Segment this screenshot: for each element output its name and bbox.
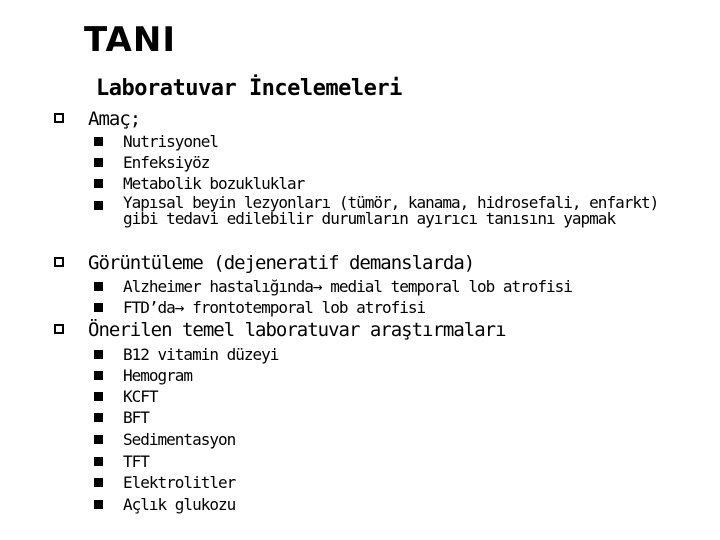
hollow-square-bullet-icon [54, 113, 64, 123]
filled-square-bullet-icon [94, 500, 103, 509]
section-label: Önerilen temel laboratuvar araştırmaları [88, 319, 506, 341]
filled-square-bullet-icon [94, 137, 103, 146]
filled-square-bullet-icon [94, 201, 103, 210]
slide-title: TANI [84, 20, 176, 60]
filled-square-bullet-icon [94, 179, 103, 188]
filled-square-bullet-icon [94, 303, 103, 312]
filled-square-bullet-icon [94, 457, 103, 466]
list-item-text: Sedimentasyon [123, 430, 236, 449]
list-item-text: KCFT [123, 387, 158, 406]
filled-square-bullet-icon [94, 478, 103, 487]
list-item-text: TFT [123, 452, 149, 471]
hollow-square-bullet-icon [54, 324, 64, 334]
slide-subtitle: Laboratuvar İncelemeleri [96, 76, 402, 101]
list-item-text: BFT [123, 408, 149, 427]
list-item-text: Yapısal beyin lezyonları (tümör, kanama, hidrosefali, enfarkt) gibi tedavi edilebilir durumların ayırıcı tanısını yapmak [123, 193, 659, 228]
list-item-text: FTD’da→ frontotemporal lob atrofisi [123, 298, 426, 317]
hollow-square-bullet-icon [54, 257, 64, 267]
filled-square-bullet-icon [94, 350, 103, 359]
section-label: Görüntüleme (dejeneratif demanslarda) [88, 252, 475, 274]
list-item-text: Enfeksiyöz [123, 153, 210, 172]
filled-square-bullet-icon [94, 413, 103, 422]
filled-square-bullet-icon [94, 371, 103, 380]
list-item-text: Metabolik bozukluklar [123, 174, 305, 193]
list-item-text: B12 vitamin düzeyi [123, 345, 279, 364]
section-label: Amaç; [88, 108, 141, 130]
filled-square-bullet-icon [94, 158, 103, 167]
list-item-text: Hemogram [123, 366, 193, 385]
filled-square-bullet-icon [94, 392, 103, 401]
list-item-text: Alzheimer hastalığında→ medial temporal lob atrofisi [123, 277, 572, 296]
filled-square-bullet-icon [94, 282, 103, 291]
filled-square-bullet-icon [94, 435, 103, 444]
list-item-text: Elektrolitler [123, 473, 236, 492]
list-item-text: Açlık glukozu [123, 495, 236, 514]
list-item-text: Nutrisyonel [123, 132, 218, 151]
